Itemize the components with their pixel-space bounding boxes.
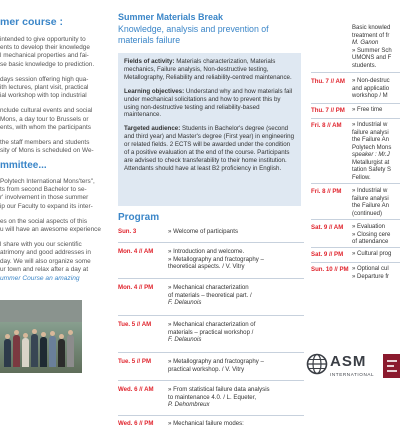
fields-of-activity: Fields of activity: Materials characterization, Materials mechanics, Failure analysis, Non-destructive testing, Metallography, Reliability and reliability-centred maintenance. [124,58,292,81]
program-day: Mon. 4 // AM [118,248,154,255]
middle-panel [108,0,306,427]
program-day: Sun. 10 // PM [311,266,349,273]
committee-paragraph: Polytech International Mons'ters", ts from second Bachelor to se- r' involvement in those summer ip our Faculty to expand its inter- [0,178,95,210]
group-photo [0,300,82,373]
row-divider [118,380,304,381]
course-title: Summer Materials Break [118,12,224,22]
committee-heading: mmittee... [0,160,47,171]
continued-event-text: Basic knowled treatment of fr M. Ganon » Summer Sch UMONS and F students. [352,25,392,69]
program-event: » Mechanical characterization [168,284,249,291]
social-paragraph: es on the social aspects of this u will have an awesome experience [0,217,101,234]
asm-international-logo [306,353,375,381]
row-divider [311,247,400,248]
program-event: P. Dehombreux [168,401,210,409]
program-day: Fri. 8 // AM [311,122,342,129]
row-divider [311,262,400,263]
program-row [118,248,304,278]
row-divider [311,118,400,119]
intro-paragraph: intended to give opportunity to ents to develop their knowledge l mechanical properties and fai- se basic knowledge to prediction. [0,36,95,68]
program-event: » From statistical failure data analysis [168,386,270,393]
program-day: Tue. 5 // PM [118,358,152,365]
staff-paragraph: the staff members and students sity of Mons is scheduled on We- [0,139,94,155]
row-divider [118,242,304,243]
program-event: materials – practical workshop / [168,328,254,336]
program-row [118,420,304,430]
program-row [118,284,304,314]
row-divider [311,183,400,184]
share-paragraph: l share with you our scientific atrimony and good addresses in day. We will also organize some ur town and relax after a day at [0,241,91,273]
program-day: Thu. 7 // AM [311,78,345,85]
program-day: Sat. 9 // AM [311,224,344,231]
program-event: F. Delaunois [168,299,202,307]
program-day: Wed. 6 // PM [118,420,154,427]
program-event: » Metallography and fractography – [168,255,264,263]
committee-text [0,178,100,281]
program-event: » Metallography and fractography – [168,358,264,365]
program-day: Mon. 4 // PM [118,284,154,291]
row-divider [118,315,304,316]
program-row [118,358,304,380]
row-divider [118,352,304,353]
left-panel [0,0,103,400]
program-day: Sat. 9 // PM [311,251,344,258]
program-day: Thu. 7 // PM [311,107,345,114]
targeted-audience: Targeted audience: Students in Bachelor's degree (second and third year) and Master's degree (First year) in engineering or related fields. 2 ECTS will be awarded under the condition of a positive evaluation at the end of the course. Participants are advised to check transferability to their home institution. Attendants should have at least B2 proficiency in English. [124,125,295,172]
course-intro-text [0,36,100,162]
asm-subtitle: INTERNATIONAL [330,372,375,377]
closing-note: ummer Course an amazing [0,275,80,282]
program-day: Sun. 3 [118,228,137,235]
program-day: Wed. 6 // AM [118,386,154,393]
program-event: F. Delaunois [168,336,202,344]
program-event: » Welcome of participants [168,228,238,235]
program-heading: Program [118,212,160,223]
row-divider [118,278,304,279]
asm-globe-icon [306,353,328,375]
summer-course-heading: mer course : [0,16,64,28]
program-event: of materials – theoretical part. / [168,291,252,299]
program-event: to maintenance 4.0. / L. Equeter, [168,393,257,401]
program-row [118,321,304,351]
course-info-box [118,53,301,206]
program-event: practical workshop. / V. Vitry [168,365,245,373]
program-event: theoretical aspects. / V. Vitry [168,263,245,271]
program-row [118,386,304,416]
row-divider [118,415,304,416]
cultural-paragraph: nclude cultural events and social Mons, a day tour to Brussels or ents, with whom the participants [0,107,93,131]
program-day: Tue. 5 // AM [118,321,152,328]
row-divider [311,219,400,220]
session-paragraph: days session offering high qua- ith lectures, plant visit, practical ial workshop with top industrial [0,75,89,100]
right-panel: Basic knowled treatment of fr M. Ganon » Summer Sch UMONS and F students. Thu. 7 // AM » Non-destruc and applicatio workshop / M Thu. 7 // PM » Free time Fri. 8 // AM » Industrial w failure analysi the Failure An Polytech Mons speaker : Mr.J Metallurgist at tation Safety S Fellow. Fri. 8 // PM » Industrial w failure analysi the Failure An (continued) Sat. 9 // AM » Evaluation » Closing cere of attendance Sat. 9 // PM » Cultural prog Sun. 10 // PM » Optional cul » Departure fr [311,0,400,400]
learning-objectives: Learning objectives: Understand why and how materials fail under mechanical solicitations and how to prevent this by using non-destructive testing and reliability-based maintenance. [124,87,293,119]
program-day: Fri. 8 // PM [311,188,342,195]
program-event: » Mechanical failure modes: [168,420,244,427]
umons-logo [381,354,400,378]
row-divider [311,103,400,104]
course-subtitle: Knowledge, analysis and prevention of materials failure [118,24,269,45]
row-divider [311,72,400,73]
program-event: » Mechanical characterization of [168,321,256,328]
program-event: » Introduction and welcome. [168,248,245,255]
program-schedule [118,228,304,427]
asm-wordmark: ASM [330,353,367,370]
